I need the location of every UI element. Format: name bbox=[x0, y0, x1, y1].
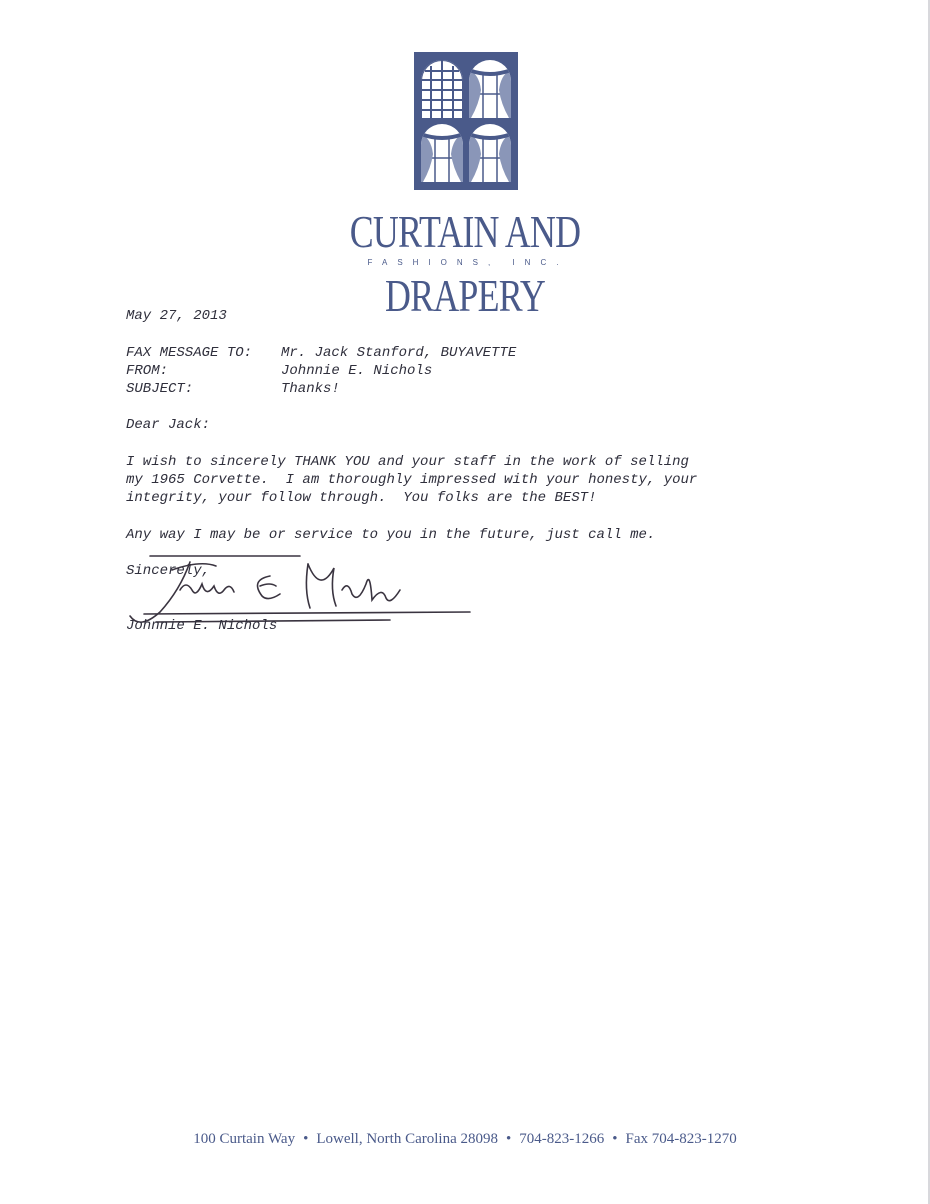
from-value: Johnnie E. Nichols bbox=[281, 363, 433, 379]
subject-value: Thanks! bbox=[281, 381, 340, 397]
footer-separator: • bbox=[505, 1131, 512, 1147]
curtain-window-icon bbox=[421, 124, 463, 182]
curtain-window-icon bbox=[469, 60, 511, 118]
closing: Sincerely, bbox=[126, 563, 211, 579]
from-label: FROM: bbox=[126, 363, 169, 379]
footer-address: 100 Curtain Way bbox=[193, 1131, 296, 1147]
company-subtitle: FASHIONS, INC. bbox=[367, 258, 569, 267]
subject-label: SUBJECT: bbox=[126, 381, 194, 397]
salutation: Dear Jack: bbox=[126, 417, 211, 433]
footer-separator: • bbox=[612, 1131, 618, 1147]
fax-to-value: Mr. Jack Stanford, BUYAVETTE bbox=[281, 345, 517, 361]
company-logo bbox=[414, 52, 518, 190]
letterhead-footer bbox=[0, 1131, 930, 1148]
footer-phone: 704-823-1266 bbox=[519, 1131, 605, 1147]
body-paragraph: I wish to sincerely THANK YOU and your staff in the work of selling my 1965 Corvette. I am thoroughly impressed with your honesty, your integrity, your follow through. You folks are the BEST! bbox=[126, 454, 698, 506]
window-grid-icon bbox=[421, 60, 463, 118]
letter-date: May 27, 2013 bbox=[126, 308, 227, 324]
signer-name: Johnnie E. Nichols bbox=[126, 618, 278, 634]
company-name: CURTAIN AND DRAPERY bbox=[349, 206, 581, 321]
curtain-window-icon bbox=[469, 124, 511, 182]
footer-separator: • bbox=[303, 1131, 309, 1147]
footer-fax: Fax 704-823-1270 bbox=[625, 1131, 737, 1147]
footer-city: Lowell, North Carolina 28098 bbox=[316, 1131, 498, 1147]
body-paragraph: Any way I may be or service to you in the future, just call me. bbox=[126, 527, 656, 543]
fax-to-label: FAX MESSAGE TO: bbox=[126, 345, 253, 361]
